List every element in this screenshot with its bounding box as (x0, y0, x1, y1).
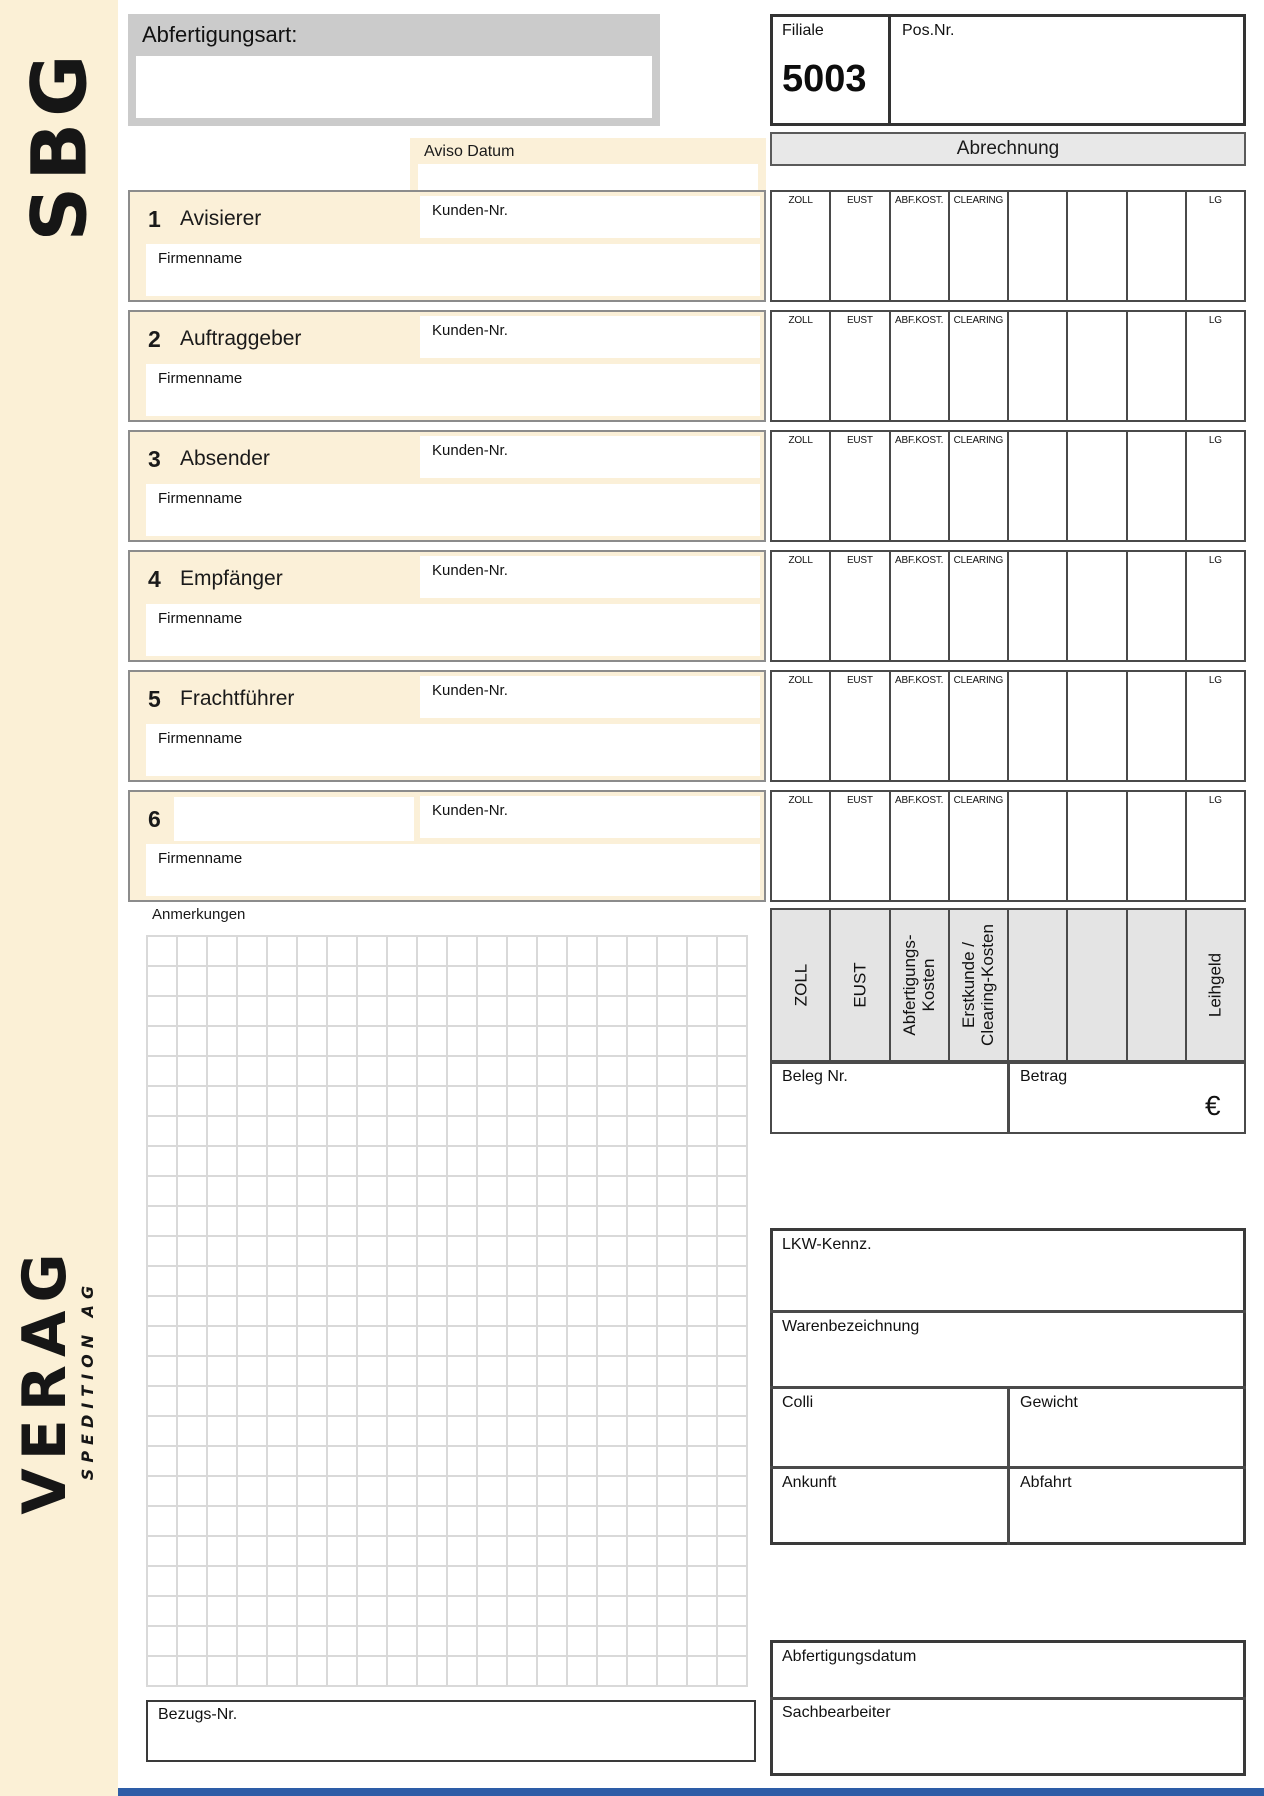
abfertigungsdatum-field[interactable] (782, 1668, 1232, 1694)
abrechnung-cell[interactable] (1009, 312, 1068, 420)
party-label: Frachtführer (180, 687, 295, 710)
sbg-logo-text: SBG (14, 48, 104, 242)
party-custom-label-field[interactable] (174, 797, 414, 841)
party-section-4 (128, 550, 766, 662)
processing-divider (770, 1697, 1246, 1700)
abrechnung-column-header: CLEARING (953, 195, 1004, 206)
abrechnung-cell[interactable] (891, 672, 950, 780)
abrechnung-cell[interactable] (950, 792, 1009, 900)
rotated-label-cell (831, 910, 890, 1060)
abrechnung-column-header: ABF.KOST. (895, 555, 944, 566)
party-number: 2 (148, 326, 161, 352)
bezugs-nr-field[interactable] (158, 1728, 738, 1756)
shipment-divider-1 (770, 1310, 1246, 1313)
firmenname-field[interactable] (146, 244, 760, 296)
abrechnung-column-header: CLEARING (953, 675, 1004, 686)
abrechnung-cell[interactable] (1009, 552, 1068, 660)
abrechnung-cell[interactable] (772, 792, 831, 900)
rotated-label: ZOLL (791, 963, 811, 1007)
kunden-nr-label: Kunden-Nr. (432, 322, 508, 339)
warenbezeichnung-field[interactable] (782, 1340, 1232, 1380)
firmenname-label: Firmenname (158, 850, 243, 867)
gewicht-label: Gewicht (1020, 1394, 1078, 1411)
abrechnung-cell[interactable] (831, 672, 890, 780)
abrechnung-cell[interactable] (831, 432, 890, 540)
filiale-divider (888, 14, 891, 126)
abfahrt-field[interactable] (1020, 1496, 1235, 1540)
firmenname-label: Firmenname (158, 250, 243, 267)
abrechnung-cell[interactable] (772, 192, 831, 300)
rotated-label-cell (1128, 910, 1187, 1060)
abrechnung-column-header: LG (1208, 195, 1222, 206)
anmerkungen-grid[interactable] (146, 935, 748, 1687)
abrechnung-cell[interactable] (1128, 792, 1187, 900)
abrechnung-cell[interactable] (1128, 312, 1187, 420)
abrechnung-column-header (1009, 552, 1066, 555)
abrechnung-column-header (1128, 312, 1185, 315)
abrechnung-column-header: EUST (846, 315, 873, 326)
abrechnung-cell[interactable] (772, 672, 831, 780)
abrechnung-column-header: ABF.KOST. (895, 795, 944, 806)
abrechnung-column-header: CLEARING (953, 795, 1004, 806)
abfahrt-label: Abfahrt (1020, 1474, 1072, 1491)
rotated-label: Erstkunde / Clearing-Kosten (959, 924, 998, 1046)
abrechnung-column-header: CLEARING (953, 315, 1004, 326)
abrechnung-column-header (1068, 192, 1125, 195)
abrechnung-cell[interactable] (1187, 552, 1244, 660)
firmenname-label: Firmenname (158, 370, 243, 387)
abrechnung-cell[interactable] (1009, 432, 1068, 540)
rotated-label-cell (1009, 910, 1068, 1060)
abrechnung-column-header: ZOLL (788, 435, 813, 446)
abrechnung-column-header: LG (1208, 675, 1222, 686)
abrechnung-cell[interactable] (1187, 672, 1244, 780)
firmenname-label: Firmenname (158, 610, 243, 627)
party-number: 3 (148, 446, 161, 472)
abrechnung-column-header: LG (1208, 795, 1222, 806)
party-label: Avisierer (180, 207, 262, 230)
abrechnung-cell[interactable] (831, 792, 890, 900)
abrechnung-column-header (1009, 672, 1066, 675)
abrechnung-column-header (1128, 792, 1185, 795)
firmenname-field[interactable] (146, 484, 760, 536)
kunden-nr-label: Kunden-Nr. (432, 202, 508, 219)
abrechnung-column-header: EUST (846, 795, 873, 806)
abrechnung-column-header: EUST (846, 435, 873, 446)
abrechnung-column-header: ZOLL (788, 555, 813, 566)
abrechnung-cell[interactable] (772, 432, 831, 540)
abrechnung-column-header: LG (1208, 555, 1222, 566)
abrechnung-column-header: LG (1208, 315, 1222, 326)
kunden-nr-field[interactable] (420, 196, 760, 238)
party-section-3 (128, 430, 766, 542)
abrechnung-cell[interactable] (1009, 672, 1068, 780)
anmerkungen-label: Anmerkungen (152, 906, 246, 923)
abrechnung-column-header: ABF.KOST. (895, 195, 944, 206)
rotated-label-cell (772, 910, 831, 1060)
abrechnung-column-header (1009, 792, 1066, 795)
abrechnung-column-header (1128, 192, 1185, 195)
abrechnung-cell[interactable] (831, 192, 890, 300)
abrechnung-column-header (1128, 432, 1185, 435)
beleg-nr-field[interactable] (782, 1090, 997, 1130)
verag-logo (10, 1245, 97, 1515)
abrechnung-title: Abrechnung (770, 132, 1246, 166)
sachbearbeiter-field[interactable] (782, 1726, 1232, 1770)
abrechnung-cell[interactable] (1187, 312, 1244, 420)
abrechnung-column-header: ABF.KOST. (895, 675, 944, 686)
abfertigungsart-label: Abfertigungsart: (142, 22, 298, 47)
kunden-nr-field[interactable] (420, 316, 760, 358)
abrechnung-row-4 (770, 550, 1246, 662)
abrechnung-column-header: EUST (846, 195, 873, 206)
abrechnung-row-3 (770, 430, 1246, 542)
rotated-label-cell (1068, 910, 1127, 1060)
sbg-logo (15, 48, 104, 241)
abrechnung-column-header: ZOLL (788, 195, 813, 206)
abrechnung-column-header: EUST (846, 675, 873, 686)
verag-logo-subtext: SPEDITION AG (78, 1279, 97, 1481)
lkw-kennz-field[interactable] (782, 1258, 1232, 1304)
party-label: Auftraggeber (180, 327, 302, 350)
abrechnung-column-header: EUST (846, 555, 873, 566)
abrechnung-column-header: ABF.KOST. (895, 435, 944, 446)
abrechnung-column-header (1128, 672, 1185, 675)
beleg-nr-label: Beleg Nr. (782, 1068, 848, 1085)
rotated-label: EUST (850, 962, 870, 1008)
party-section-6 (128, 790, 766, 902)
abrechnung-cell[interactable] (1187, 432, 1244, 540)
kunden-nr-field[interactable] (420, 676, 760, 718)
filiale-label: Filiale (782, 22, 824, 39)
abrechnung-cell[interactable] (891, 432, 950, 540)
abrechnung-cell[interactable] (1009, 792, 1068, 900)
abrechnung-cell[interactable] (772, 552, 831, 660)
shipment-center-divider (1007, 1386, 1010, 1545)
abrechnung-row-1 (770, 190, 1246, 302)
warenbezeichnung-label: Warenbezeichnung (782, 1318, 920, 1335)
kunden-nr-label: Kunden-Nr. (432, 802, 508, 819)
kunden-nr-label: Kunden-Nr. (432, 682, 508, 699)
party-number: 6 (148, 806, 161, 832)
abrechnung-column-header: LG (1208, 435, 1222, 446)
verag-logo-text: VERAG (10, 1245, 80, 1515)
abrechnung-cell[interactable] (1068, 672, 1127, 780)
abrechnung-column-header (1009, 192, 1066, 195)
party-section-2 (128, 310, 766, 422)
abrechnung-cell[interactable] (831, 552, 890, 660)
colli-label: Colli (782, 1394, 814, 1411)
party-number: 1 (148, 206, 161, 232)
abrechnung-column-header (1009, 432, 1066, 435)
abrechnung-cell[interactable] (1128, 552, 1187, 660)
abrechnung-row-5 (770, 670, 1246, 782)
abrechnung-cell[interactable] (1187, 792, 1244, 900)
party-label: Absender (180, 447, 270, 470)
rotated-label: Abfertigungs-Kosten (900, 934, 939, 1036)
sachbearbeiter-label: Sachbearbeiter (782, 1704, 891, 1721)
abfertigungsart-field[interactable] (136, 56, 652, 118)
kunden-nr-field[interactable] (420, 556, 760, 598)
abrechnung-cell[interactable] (891, 552, 950, 660)
abrechnung-cell[interactable] (1068, 552, 1127, 660)
abrechnung-column-header (1128, 552, 1185, 555)
firmenname-field[interactable] (146, 844, 760, 896)
abrechnung-column-header (1068, 792, 1125, 795)
abrechnung-column-header (1068, 672, 1125, 675)
abrechnung-cell[interactable] (831, 312, 890, 420)
abrechnung-cell[interactable] (950, 312, 1009, 420)
rotated-label-cell (891, 910, 950, 1060)
beleg-betrag-divider (1007, 1062, 1010, 1134)
firmenname-field[interactable] (146, 604, 760, 656)
abrechnung-column-header (1068, 432, 1125, 435)
abrechnung-cell[interactable] (1068, 432, 1127, 540)
bezugs-nr-label: Bezugs-Nr. (158, 1706, 238, 1723)
rotated-label-cell (1187, 910, 1244, 1060)
kunden-nr-label: Kunden-Nr. (432, 562, 508, 579)
abrechnung-column-header: ZOLL (788, 675, 813, 686)
firmenname-label: Firmenname (158, 730, 243, 747)
abrechnung-column-header (1009, 312, 1066, 315)
abrechnung-cell[interactable] (891, 312, 950, 420)
abrechnung-rotated-label-row (770, 908, 1246, 1062)
abrechnung-cell[interactable] (1068, 792, 1127, 900)
party-number: 5 (148, 686, 161, 712)
abfertigungsdatum-label: Abfertigungsdatum (782, 1648, 917, 1665)
abrechnung-cell[interactable] (1128, 432, 1187, 540)
abrechnung-cell[interactable] (950, 672, 1009, 780)
kunden-nr-label: Kunden-Nr. (432, 442, 508, 459)
party-number: 4 (148, 566, 161, 592)
abrechnung-cell[interactable] (950, 432, 1009, 540)
abrechnung-cell[interactable] (950, 552, 1009, 660)
abrechnung-row-6 (770, 790, 1246, 902)
pos-nr-field[interactable] (902, 44, 1232, 114)
kunden-nr-field[interactable] (420, 436, 760, 478)
abrechnung-cell[interactable] (1187, 192, 1244, 300)
firmenname-field[interactable] (146, 364, 760, 416)
firmenname-field[interactable] (146, 724, 760, 776)
betrag-label: Betrag (1020, 1068, 1068, 1085)
abrechnung-column-header: ZOLL (788, 315, 813, 326)
bottom-color-bar (118, 1788, 1264, 1796)
abrechnung-column-header: ZOLL (788, 795, 813, 806)
party-section-5 (128, 670, 766, 782)
party-label: Empfänger (180, 567, 283, 590)
abrechnung-cell[interactable] (891, 192, 950, 300)
party-section-1 (128, 190, 766, 302)
abrechnung-column-header (1068, 552, 1125, 555)
abrechnung-row-2 (770, 310, 1246, 422)
filiale-value: 5003 (782, 58, 867, 100)
abrechnung-cell[interactable] (1068, 312, 1127, 420)
rotated-label-cell (950, 910, 1009, 1060)
abrechnung-cell[interactable] (772, 312, 831, 420)
ankunft-field[interactable] (782, 1496, 997, 1540)
abrechnung-cell[interactable] (1128, 672, 1187, 780)
betrag-field[interactable] (1020, 1090, 1195, 1130)
abrechnung-column-header: CLEARING (953, 555, 1004, 566)
kunden-nr-field[interactable] (420, 796, 760, 838)
abrechnung-column-header: CLEARING (953, 435, 1004, 446)
abrechnung-cell[interactable] (1009, 192, 1068, 300)
abrechnung-column-header: ABF.KOST. (895, 315, 944, 326)
euro-symbol: € (1205, 1090, 1221, 1121)
rotated-label: Leihgeld (1205, 952, 1225, 1018)
lkw-kennz-label: LKW-Kennz. (782, 1236, 872, 1253)
abrechnung-cell[interactable] (1128, 192, 1187, 300)
ankunft-label: Ankunft (782, 1474, 837, 1491)
sidebar (0, 0, 118, 1796)
colli-field[interactable] (782, 1416, 997, 1460)
gewicht-field[interactable] (1020, 1416, 1235, 1460)
abrechnung-cell[interactable] (1068, 192, 1127, 300)
aviso-datum-label: Aviso Datum (424, 143, 515, 160)
firmenname-label: Firmenname (158, 490, 243, 507)
abrechnung-cell[interactable] (950, 192, 1009, 300)
abrechnung-cell[interactable] (891, 792, 950, 900)
pos-nr-label: Pos.Nr. (902, 22, 955, 39)
abrechnung-column-header (1068, 312, 1125, 315)
